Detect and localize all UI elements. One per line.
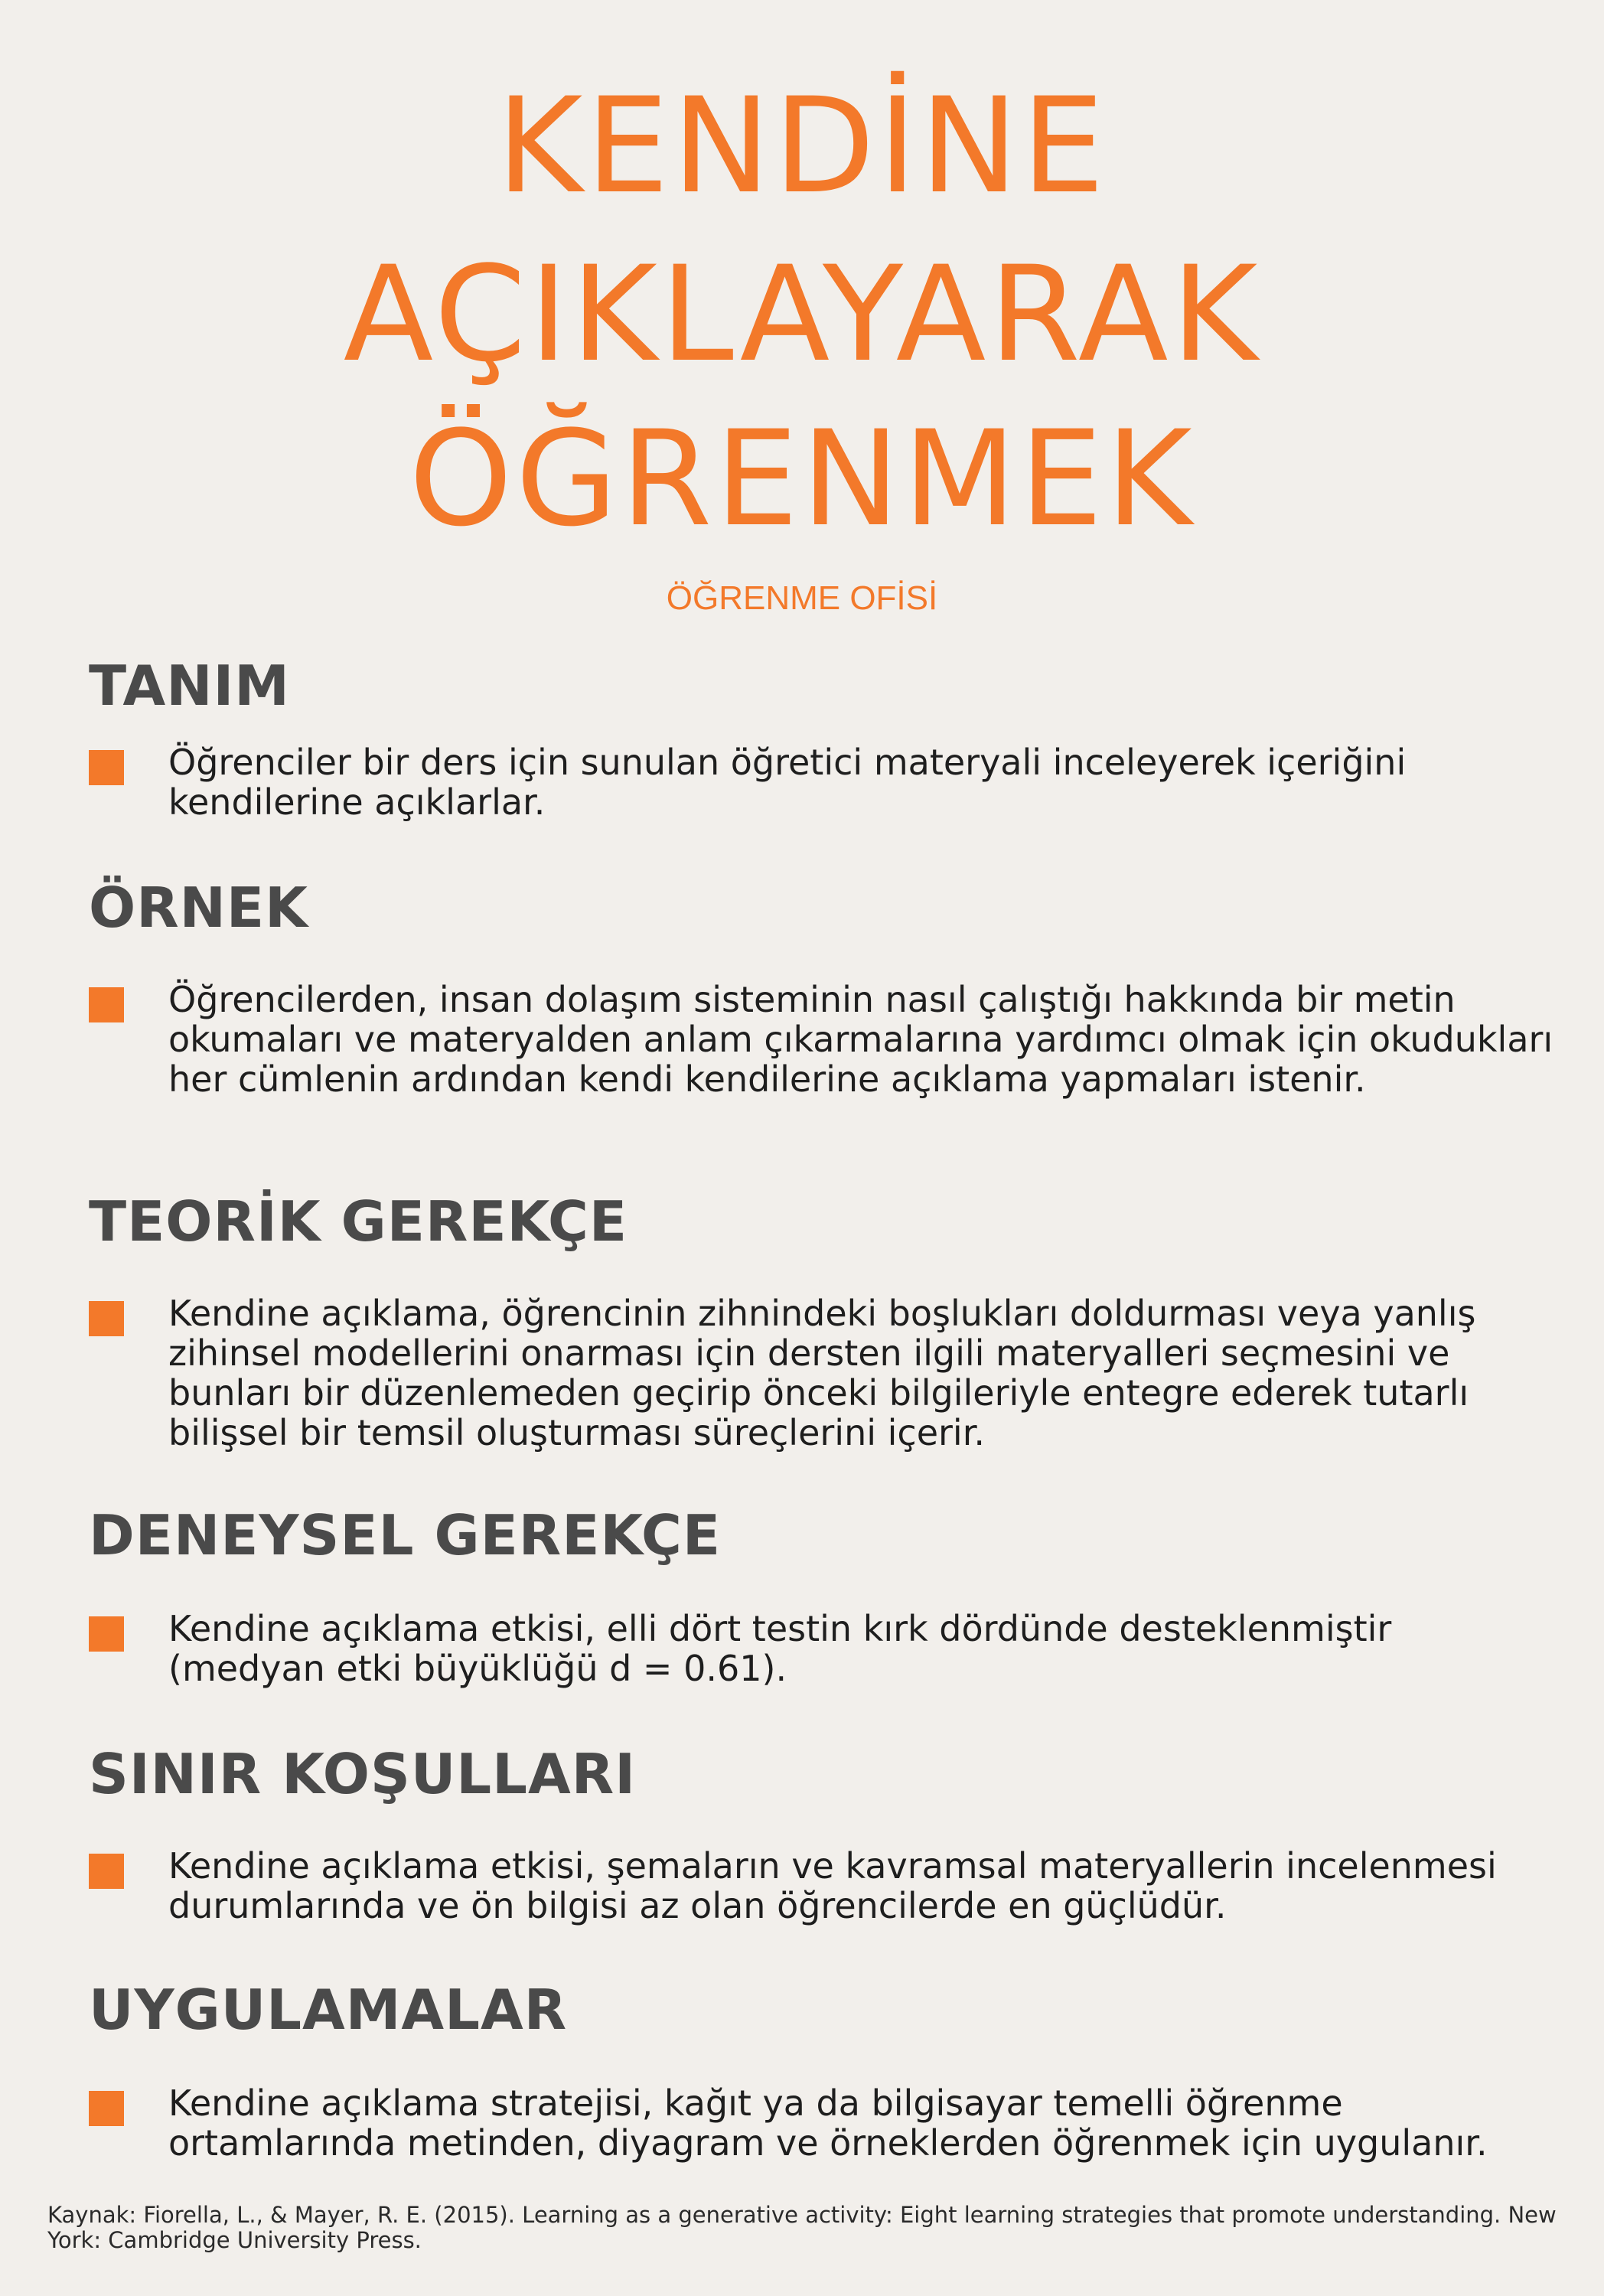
section-text-ornek: Öğrencilerden, insan dolaşım sisteminin nasıl çalıştığı hakkında bir metin okumaları ve materyalden anlam çıkarmalarına yardımcı olmak için okudukları her cümlenin ardından kendi kendilerine açıklama yapmaları istenir. [168, 979, 1553, 1100]
bullet-square-icon [89, 1854, 124, 1889]
section-text-teorik-gerekce: Kendine açıklama, öğrencinin zihnindeki boşlukları doldurması veya yanlış zihinsel modellerini onarması için dersten ilgili materyalleri seçmesini ve bunları bir düzenlemeden geçirip önceki bilgileriyle entegre ederek tutarlı bilişsel bir temsil oluşturması süreçlerini içerir. [168, 1293, 1476, 1453]
title-line-2: AÇIKLAYARAK [343, 237, 1261, 391]
section-heading-tanim: TANIM [89, 654, 290, 718]
section-text-uygulamalar: Kendine açıklama stratejisi, kağıt ya da bilgisayar temelli öğrenme ortamlarında metinden, diyagram ve örneklerden öğrenmek için uygulanır. [168, 2082, 1488, 2164]
section-heading-ornek: ÖRNEK [89, 876, 308, 940]
section-heading-uygulamalar: UYGULAMALAR [89, 1978, 568, 2042]
source-citation: Kaynak: Fiorella, L., & Mayer, R. E. (2015). Learning as a generative activity: Eight learning strategies that promote understanding. New York: Cambridge University Press. [47, 2202, 1557, 2253]
title-line-3: ÖĞRENMEK [409, 402, 1195, 556]
section-heading-teorik-gerekce: TEORİK GEREKÇE [89, 1189, 628, 1254]
section-heading-sinir-kosullari: SINIR KOŞULLARI [89, 1742, 636, 1806]
bullet-square-icon [89, 750, 124, 785]
bullet-square-icon [89, 1616, 124, 1652]
title-line-1: KENDİNE [496, 69, 1108, 223]
subtitle: ÖĞRENME OFİSİ [666, 579, 938, 617]
section-text-deneysel-gerekce: Kendine açıklama etkisi, elli dört testin kırk dördünde desteklenmiştir (medyan etki büyüklüğü d = 0.61). [168, 1608, 1392, 1689]
bullet-square-icon [89, 2091, 124, 2126]
bullet-square-icon [89, 1301, 124, 1336]
section-heading-deneysel-gerekce: DENEYSEL GEREKÇE [89, 1503, 721, 1567]
section-text-sinir-kosullari: Kendine açıklama etkisi, şemaların ve kavramsal materyallerin incelenmesi durumlarında ve ön bilgisi az olan öğrencilerde en güçlüdür. [168, 1845, 1497, 1926]
section-text-tanim: Öğrenciler bir ders için sunulan öğretici materyali inceleyerek içeriğini kendilerine açıklarlar. [168, 742, 1407, 823]
bullet-square-icon [89, 987, 124, 1022]
